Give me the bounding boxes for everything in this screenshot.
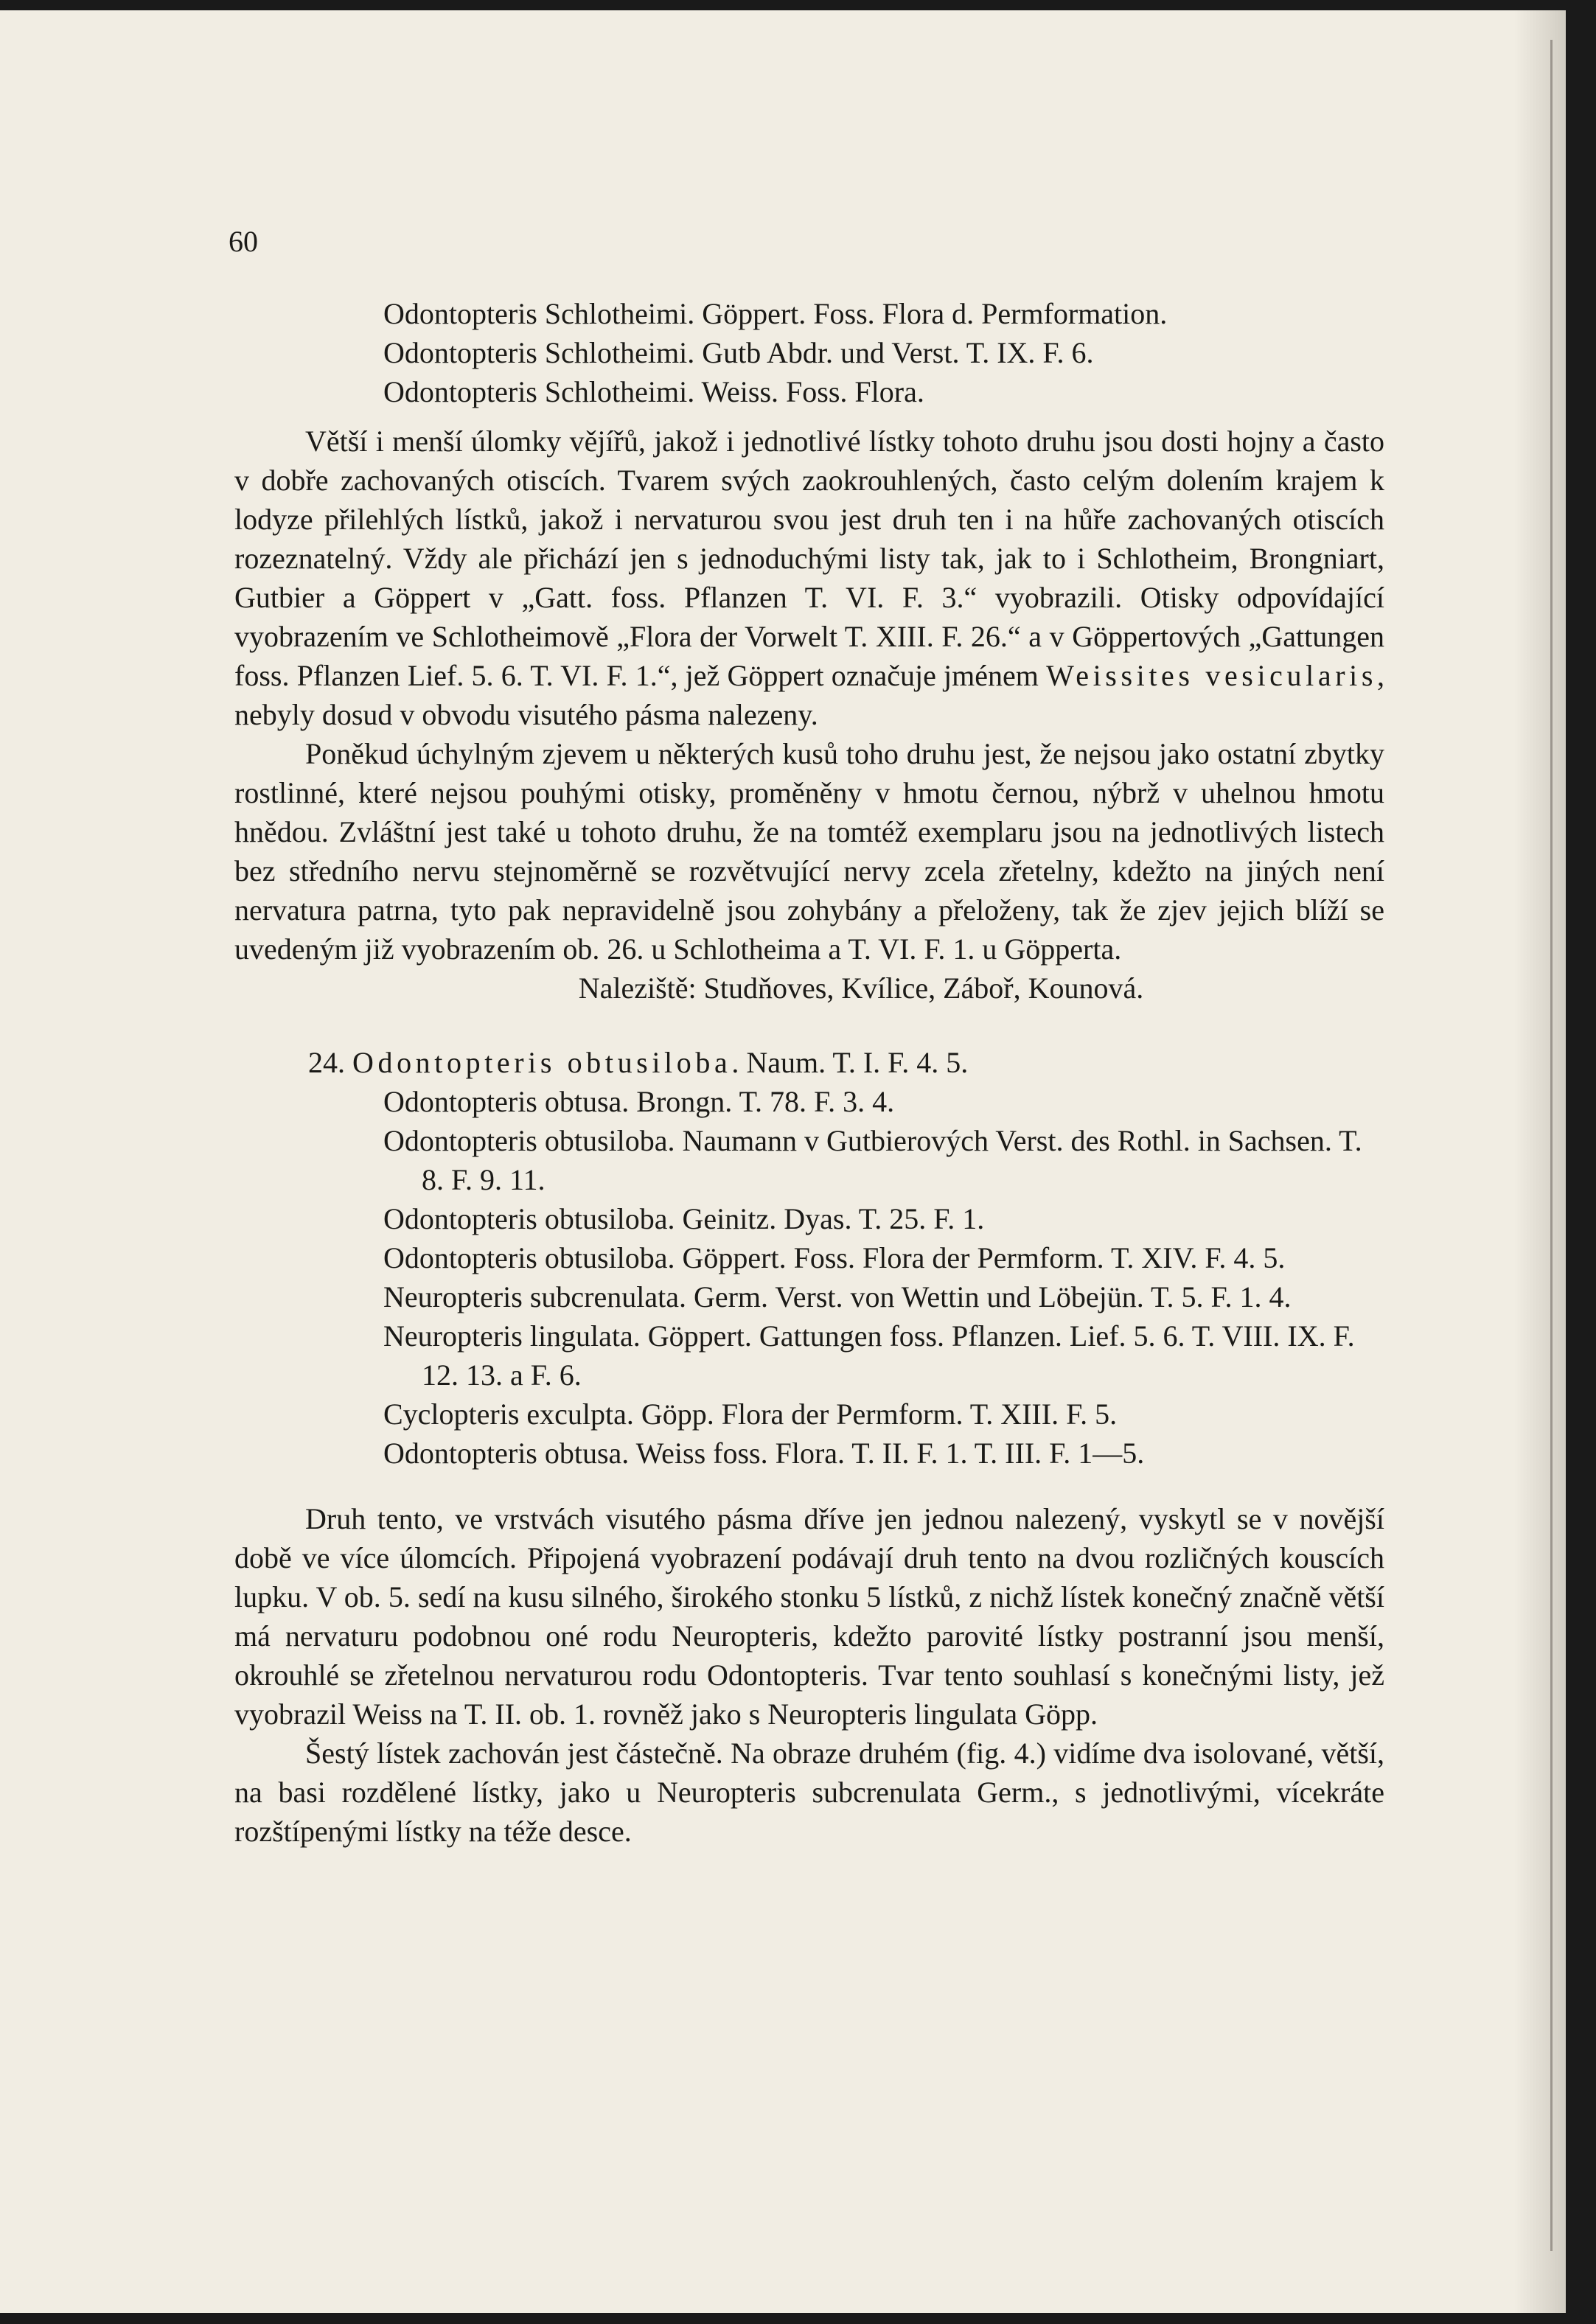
species-citation: . Naum. T. I. F. 4. 5. [731, 1046, 969, 1079]
species-name: Odontopteris obtusiloba [352, 1046, 732, 1079]
locality-line: Naleziště: Studňoves, Kvílice, Záboř, Kounová. [578, 971, 1144, 1005]
synonym-line: Odontopteris Schlotheimi. Gutb Abdr. und Verst. T. IX. F. 6. [383, 336, 1094, 369]
synonym-line: Odontopteris Schlotheimi. Weiss. Foss. Flora. [383, 375, 924, 408]
paragraph-description [234, 422, 1384, 734]
species-number: 24. [308, 1046, 345, 1079]
book-page [0, 10, 1566, 2313]
synonym-line: Neuropteris lingulata. Göppert. Gattungen foss. Pflanzen. Lief. 5. 6. T. VIII. IX. F. 12. 13. a F. 6. [383, 1319, 1355, 1392]
synonym-line: Odontopteris obtusa. Brongn. T. 78. F. 3. 4. [383, 1085, 895, 1118]
paragraph-observation: Poněkud úchylným zjevem u některých kusů toho druhu jest, že nejsou jako ostatní zbytky rostlinné, které nejsou pouhými otisky, proměněny v hmotu černou, nýbrž v uhelnou hmotu hnědou. Zvláštní jest také u tohoto druhu, že na tomtéž exemplaru jsou na jednotlivých listech bez středního nervu stejnoměrně se rozvětvující nervy zcela zřetelny, kdežto na jiných není nervatura patrna, tyto pak nepravidelně jsou zohybány a přeloženy, tak že zjev jejich blíží se uvedeným již vyobrazením ob. 26. u Schlotheima a T. VI. F. 1. u Göpperta. [234, 737, 1384, 966]
page-number: 60 [229, 225, 258, 258]
synonym-line: Odontopteris obtusiloba. Göppert. Foss. Flora der Permform. T. XIV. F. 4. 5. [383, 1241, 1286, 1274]
species-name-spaced: Weissites vesicularis [1046, 659, 1377, 692]
synonym-line: Odontopteris obtusa. Weiss foss. Flora. T. II. F. 1. T. III. F. 1—5. [383, 1437, 1145, 1470]
paragraph-discussion: Šestý lístek zachován jest částečně. Na obraze druhém (fig. 4.) vidíme dva isolované, větší, na basi rozdělené lístky, jako u Neuropteris subcrenulata Germ., s jednotlivými, vícekráte rozštípenými lístky na téže desce. [234, 1737, 1384, 1848]
synonym-line: Cyclopteris exculpta. Göpp. Flora der Permform. T. XIII. F. 5. [383, 1397, 1118, 1431]
synonym-line: Odontopteris obtusiloba. Naumann v Gutbierových Verst. des Rothl. in Sachsen. T. 8. F. 9. 11. [383, 1124, 1362, 1196]
page-edge-line [1550, 40, 1553, 2251]
synonym-line: Odontopteris Schlotheimi. Göppert. Foss. Flora d. Permformation. [383, 297, 1168, 330]
paragraph-text: Větší i menší úlomky vějířů, jakož i jednotlivé lístky tohoto druhu jsou dosti hojny a často v dobře zachovaných otiscích. Tvarem svých zaokrouhlených, často celým dolením krajem k lodyze přilehlých lístků, jakož i nervaturou svou jest druh ten i na hůře zachovaných otiscích rozeznatelný. Vždy ale přichází jen s jednoduchými listy tak, jak to i Schlotheim, Brongniart, Gutbier a Göppert v „Gatt. foss. Pflanzen T. VI. F. 3.“ vyobrazili. Otisky odpovídající vyobrazením ve Schlotheimově „Flora der Vorwelt T. XIII. F. 26.“ a v Göppertových „Gattungen foss. Pflanzen Lief. 5. 6. T. VI. F. 1.“, jež Göppert označuje jménem [234, 425, 1384, 692]
synonym-line: Odontopteris obtusiloba. Geinitz. Dyas. T. 25. F. 1. [383, 1202, 985, 1235]
paragraph-text: , nebyly dosud v obvodu visutého pásma nalezeny. [234, 659, 1384, 731]
paragraph-discussion: Druh tento, ve vrstvách visutého pásma dříve jen jednou nalezený, vyskytl se v novější době ve více úlomcích. Připojená vyobrazení podávají druh tento na dvou rozličných kouscích lupku. V ob. 5. sedí na kusu silného, širokého stonku 5 lístků, z nichž lístek konečný značně větší má nervaturu podobnou oné rodu Neuropteris, kdežto parovité lístky postranní jsou menší, okrouhlé se zřetelnou nervaturou rodu Odontopteris. Tvar tento souhlasí s konečnými listy, jež vyobrazil Weiss na T. II. ob. 1. rovněž jako s Neuropteris lingulata Göpp. [234, 1502, 1384, 1731]
synonym-line: Neuropteris subcrenulata. Germ. Verst. von Wettin und Löbejün. T. 5. F. 1. 4. [383, 1280, 1292, 1313]
page-content [234, 294, 1384, 1851]
species-heading [234, 1043, 1384, 1082]
page-edge-shadow [1514, 10, 1566, 2313]
